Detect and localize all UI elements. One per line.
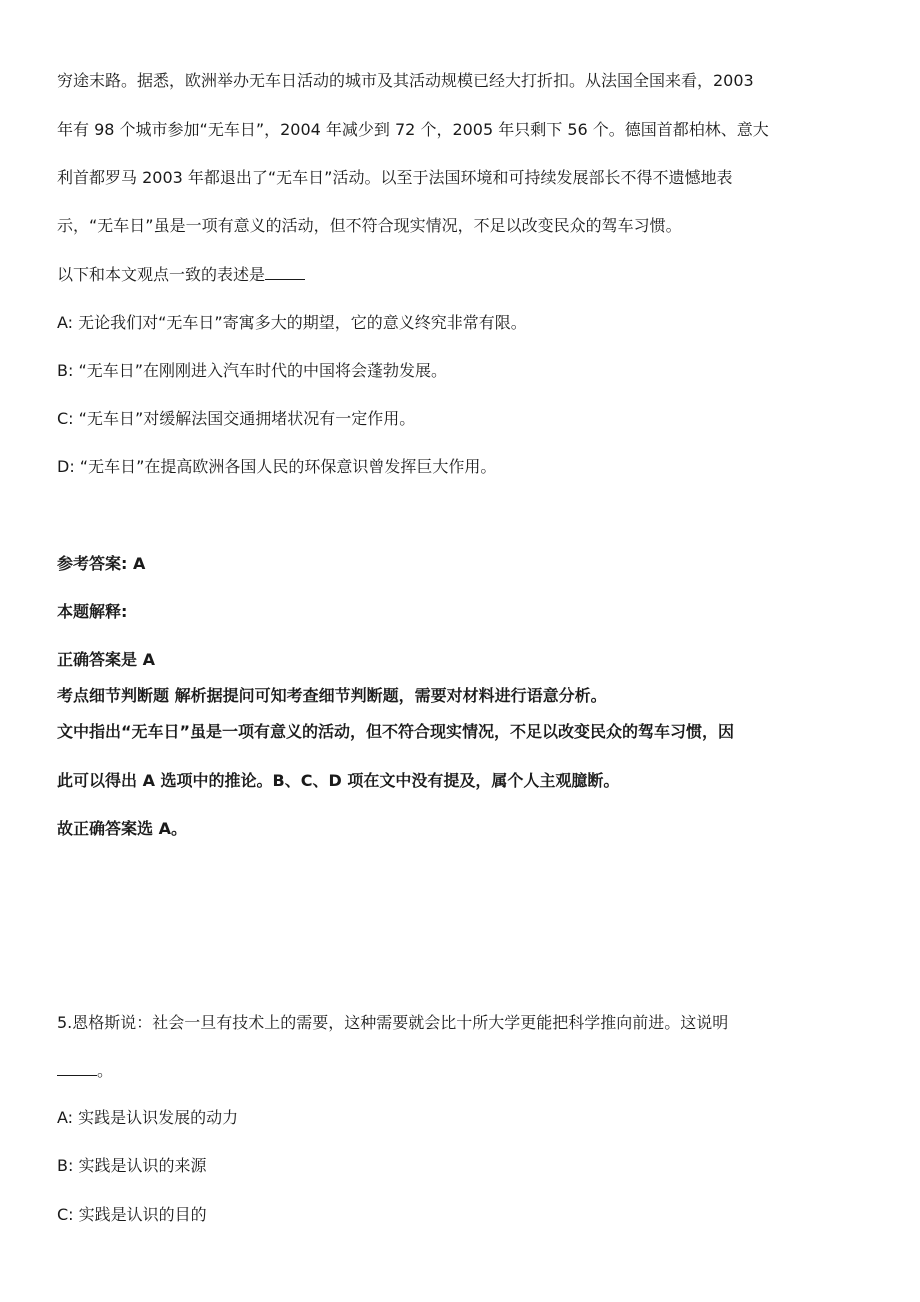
passage-line-2: 年有 98 个城市参加“无车日”，2004 年减少到 72 个，2005 年只剩下 56 个。德国首都柏林、意大 <box>57 120 769 139</box>
analysis-line-3: 此可以得出 A 选项中的推论。B、C、D 项在文中没有提及，属个人主观臆断。 <box>57 771 620 790</box>
explanation-heading: 本题解释: <box>57 602 128 621</box>
reference-answer: 参考答案: A <box>57 554 146 573</box>
question-4-option-c: C: “无车日”对缓解法国交通拥堵状况有一定作用。 <box>57 409 416 428</box>
question-4-stem-text: 以下和本文观点一致的表述是 <box>57 265 266 284</box>
question-5-stem: 5.恩格斯说：社会一旦有技术上的需要，这种需要就会比十所大学更能把科学推向前进。这说明 <box>57 1013 729 1032</box>
question-4-option-d: D: “无车日”在提高欧洲各国人民的环保意识曾发挥巨大作用。 <box>57 457 497 476</box>
question-4-option-a: A: 无论我们对“无车日”寄寓多大的期望，它的意义终究非常有限。 <box>57 313 527 332</box>
analysis-line-1: 考点细节判断题 解析据提问可知考查细节判断题，需要对材料进行语意分析。 <box>57 686 607 705</box>
question-5-stem-end-text: 。 <box>97 1061 114 1080</box>
correct-answer: 正确答案是 A <box>57 650 155 669</box>
passage-line-3: 利首都罗马 2003 年都退出了“无车日”活动。以至于法国环境和可持续发展部长不得不遗憾地表 <box>57 168 733 187</box>
answer-blank <box>57 1061 97 1076</box>
question-5-option-a: A: 实践是认识发展的动力 <box>57 1108 239 1127</box>
conclusion: 故正确答案选 A。 <box>57 819 187 838</box>
question-4-stem <box>57 264 305 286</box>
question-4-option-b: B: “无车日”在刚刚进入汽车时代的中国将会蓬勃发展。 <box>57 361 448 380</box>
passage-line-4: 示，“无车日”虽是一项有意义的活动，但不符合现实情况，不足以改变民众的驾车习惯。 <box>57 216 682 235</box>
passage-line-1: 穷途末路。据悉，欧洲举办无车日活动的城市及其活动规模已经大打折扣。从法国全国来看，2003 <box>57 71 754 90</box>
question-5-option-b: B: 实践是认识的来源 <box>57 1156 207 1175</box>
question-5-option-c: C: 实践是认识的目的 <box>57 1205 207 1224</box>
analysis-line-2: 文中指出“无车日”虽是一项有意义的活动，但不符合现实情况，不足以改变民众的驾车习惯，因 <box>57 722 735 741</box>
question-5-stem-end <box>57 1060 113 1082</box>
answer-blank <box>265 265 305 280</box>
